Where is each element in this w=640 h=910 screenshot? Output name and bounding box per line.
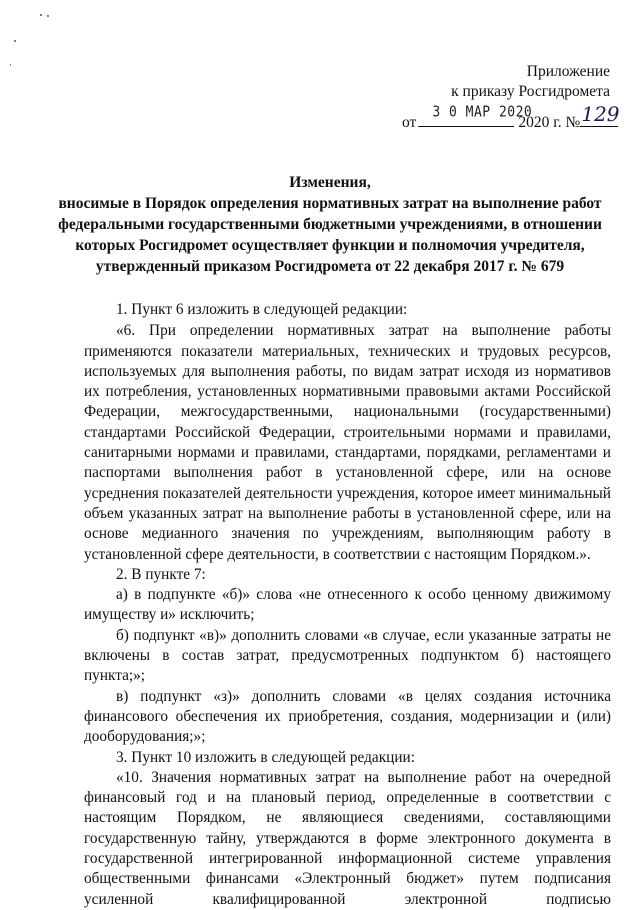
title-line: Изменения, [289,174,371,191]
document-body [84,300,611,910]
appendix-header [350,62,610,102]
scan-speck [40,14,42,16]
title-line: вносимые в Порядок определения нормативных затрат на выполнение работ [58,195,602,212]
document-title [40,172,620,277]
appendix-label: Приложение [526,63,610,80]
scan-speck [47,15,49,17]
paragraph-6: в) подпункт «з)» дополнить словами «в целях создания источника финансового обеспечения их приобретения, создания, модернизации и (или) дооборудования;»; [84,687,611,746]
paragraph-3: 2. В пункте 7: [116,565,206,583]
title-line: которых Росгидромет осуществляет функции и полномочия учредителя, [75,237,585,254]
paragraph-4: а) в подпункте «б)» слова «не отнесенного к особо ценному движимому имуществу и» исключить; [84,586,611,624]
title-line: федеральными государственными бюджетными учреждениями, в отношении [58,216,602,233]
date-suffix: 2020 г. № [518,114,581,131]
scan-speck [14,40,16,42]
paragraph-8: «10. Значения нормативных затрат на выполнение работ на очередной финансовый год и на плановый период, определенные в соответствии с настоящим Порядком, не являющиеся сведениями, составляющими государственную тайну, утверждаются в форме электронного документа в государственной интегрированной информационной системе управления общественными финансами «Электронный бюджет» путем подписания усиленной квалифицированной электронной подписью [84,768,611,908]
paragraph-1: 1. Пункт 6 изложить в следующей редакции: [116,301,408,318]
order-number: 129 [581,102,620,126]
order-number-field [580,102,620,127]
paragraph-7: 3. Пункт 10 изложить в следующей редакции: [116,748,415,766]
order-date-line [402,102,620,132]
paragraph-2: «6. При определении нормативных затрат на выполнение работы применяются показатели материальных, технических и трудовых ресурсов, используемых для выполнения работы, по видам затрат исходя из нормативов их потребления, установленных нормативными правовыми актами Российской Федерации, межгосударственными, национальными (государственными) стандартами Российской Федерации, строительными нормами и правилами, санитарными нормами и правилами, стандартами, порядками, регламентами и паспортами выполнения работ в установленной сфере, или на основе усреднения показателей деятельности учреждения, которое имеет минимальный объем указанных затрат на выполнение работы в установленной сфере, или на основе медианного значения по учреждениям, выполняющим работу в установленной сфере деятельности, в соответствии с настоящим Порядком.». [84,322,611,563]
scan-speck [10,64,11,66]
order-reference: к приказу Росгидромета [451,83,610,100]
date-prefix: от [402,114,417,131]
paragraph-5: б) подпункт «в)» дополнить словами «в случае, если указанные затраты не включены в состав затрат, предусмотренных подпунктом б) настоящего пункта;»; [84,626,611,685]
title-line: утвержденный приказом Росгидромета от 22 декабря 2017 г. № 679 [95,258,565,275]
date-stamp: 3 0 МАР 2020 [432,103,533,122]
date-field [418,103,533,127]
